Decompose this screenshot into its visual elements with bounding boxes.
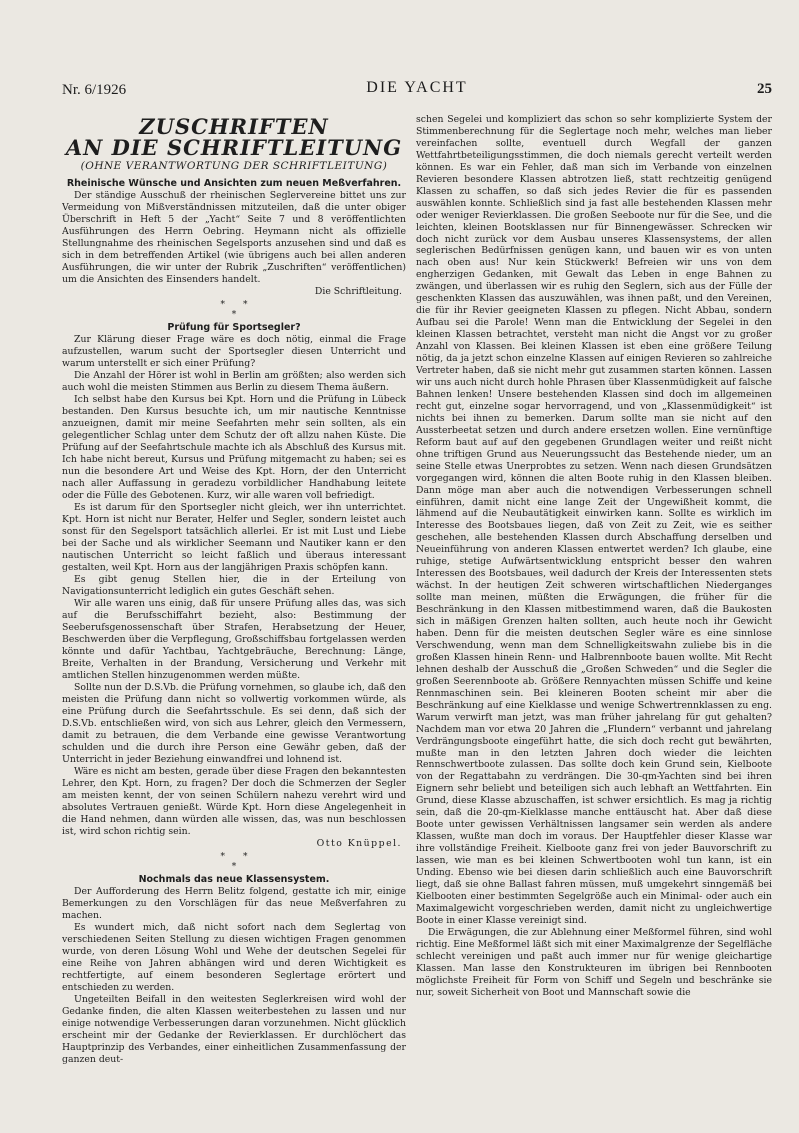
- left-column: [62, 112, 406, 1112]
- paragraph: Es wundert mich, daß nicht sofort nach dem Seglertag von verschiedenen Seiten Stellung zu diesen wichtigen Fragen genommen wurde, von deren Lösung Wohl und Wehe der deutschen Segelei für eine Reihe von Jahren abhängen wird und deren Wichtigkeit es rechtfertigte, auf einem besonderen Seglertage erörtert und entschieden zu werden.: [62, 922, 406, 993]
- paragraph: Wir alle waren uns einig, daß für unsere Prüfung alles das, was sich auf die Berufsschiffahrt bezieht, also: Bestimmung der Seeberufsgenossenschaft über Strafen, Herabsetzung der Heuer, Beschwerden über die Verpflegung, Großschiffsbau fortgelassen werden könnte und dafür Yachtbau, Yachtgebräuche, Berechnung: Länge, Breite, Verhalten in der Brandung, Versicherung und Verkehr mit amtlichen Stellen hinzugenommen werden müßte.: [62, 598, 406, 681]
- signature-knueppel: Otto Knüppel.: [316, 838, 402, 849]
- heading-subtitle: (OHNE VERANTWORTUNG DER SCHRIFTLEITUNG): [80, 160, 388, 172]
- signature-schriftleitung: Die Schriftleitung.: [314, 286, 402, 297]
- paragraph: Zur Klärung dieser Frage wäre es doch nötig, einmal die Frage aufzustellen, warum sucht der Sportsegler diesen Unterricht und warum unterstellt er sich einer Prüfung?: [62, 334, 406, 369]
- paragraph: Es gibt genug Stellen hier, die in der Erteilung von Navigationsunterricht lediglich ein gutes Geschäft sehen.: [62, 574, 406, 597]
- separator-stars: * * *: [220, 852, 248, 872]
- paragraph: Der ständige Ausschuß der rheinischen Seglervereine bittet uns zur Vermeidung von Mißverständnissen mitzuteilen, daß die unter obiger Überschrift in Heft 5 der „Yacht“ Seite 7 und 8 veröffentlichten Ausführungen des Herrn Oebring. Heymann nicht als offizielle Stellungnahme des rheinischen Segelsports anzusehen sind und daß es sich in dem betreffenden Artikel (wie übrigens auch bei allen anderen Ausführungen, die wir unter der Rubrik „Zuschriften“ veröffentlichen) um die Ansichten des Einsenders handelt.: [62, 190, 406, 285]
- paragraph: Wäre es nicht am besten, gerade über diese Fragen den bekanntesten Lehrer, den Kpt. Horn, zu fragen? Der doch die Schmerzen der Segler am meisten kennt, der von seinen Schülern nahezu verehrt wird und absolutes Vertrauen genießt. Würde Kpt. Horn diese Angelegenheit in die Hand nehmen, dann würden alle wissen, das, was nun beschlossen ist, wird schon richtig sein.: [62, 766, 406, 837]
- section-title-rheinische: Rheinische Wünsche und Ansichten zum neuen Meßverfahren.: [66, 178, 402, 189]
- section-title-klassensystem: Nochmals das neue Klassensystem.: [138, 874, 330, 885]
- section-title-pruefung: Prüfung für Sportsegler?: [167, 322, 301, 333]
- paragraph: Der Aufforderung des Herrn Belitz folgend, gestatte ich mir, einige Bemerkungen zu den Vorschlägen für das neue Meßverfahren zu machen.: [62, 886, 406, 921]
- separator-stars: * * *: [220, 300, 248, 320]
- page-number: 25: [757, 81, 772, 97]
- paragraph: Die Anzahl der Hörer ist wohl in Berlin am größten; also werden sich auch wohl die meisten Stimmen aus Berlin zu diesem Thema äußern.: [62, 370, 406, 393]
- magazine-title: DIE YACHT: [366, 79, 468, 96]
- paragraph: Ungeteilten Beifall in den weitesten Seglerkreisen wird wohl der Gedanke finden, die alten Klassen weiterbestehen zu lassen und nur einige notwendige Verbesserungen daran vorzunehmen. Nicht glücklich erscheint mir der Gedanke der Revierklassen. Er durchlöchert das Hauptprinzip des Verbandes, einer einheitlichen Zusammenfassung der ganzen deut-: [62, 994, 406, 1065]
- paragraph: Die Erwägungen, die zur Ablehnung einer Meßformel führen, sind wohl richtig. Eine Meßformel läßt sich mit einer Maximalgrenze der Segelfläche schlecht vereinigen und paßt auch immer nur für wenige gleichartige Klassen. Man lasse den Konstrukteuren im übrigen bei Rennbooten möglichste Freiheit für Form von Schiff und Segeln und beschränke sie nur, soweit Sicherheit von Boot und Mannschaft sowie die: [416, 926, 772, 998]
- paragraph: Ich selbst habe den Kursus bei Kpt. Horn und die Prüfung in Lübeck bestanden. Den Kursus besuchte ich, um mir nautische Kenntnisse anzueignen, damit mir meine Seefahrten mehr sein sollten, als ein gelegentlicher Schlag unter dem Schutz der oft allzu nahen Küste. Die Prüfung auf der Seefahrtschule machte ich als Abschluß des Kursus mit. Ich habe nicht bereut, Kursus und Prüfung mitgemacht zu haben; sei es nun die besondere Art und Weise des Kpt. Horn, der den Unterricht nach aller Auffassung in geradezu vorbildlicher Handhabung leitete oder die Fülle des Gebotenen. Kurz, wir alle waren voll befriedigt.: [62, 394, 406, 501]
- heading-line-1: ZUSCHRIFTEN: [139, 114, 329, 139]
- right-column: [416, 114, 772, 1114]
- page-header: [62, 76, 772, 100]
- heading-line-2: AN DIE SCHRIFTLEITUNG: [65, 135, 403, 160]
- paragraph: schen Segelei und kompliziert das schon so sehr komplizierte System der Stimmenberechnung für die Seglertage noch mehr, welches man lieber vereinfachen sollte, eventuell durch Wegfall der ganzen Wettfahrtbeteiligungsstimmen, die doch niemals gerecht verteilt werden können. Es war ein Fehler, daß man sich im Verbande von einzelnen Revieren besondere Klassen abtrotzen ließ, statt rechtzeitig genügend Klassen zu schaffen, so daß sich jedes Revier die für es passenden auswählen konnte. Schließlich sind ja fast alle bestehenden Klassen mehr oder weniger Revierklassen. Die großen Seeboote nur für die See, und die leichten, kleinen Bootsklassen nur für Binnengewässer. Schrecken wir doch nicht zurück vor dem Ausbau unseres Klassensystems, der allen seglerischen Bedürfnissen genügen kann, und bauen wir es von unten nach oben aus! Nur kein Stückwerk! Befreien wir uns von dem engherzigen Gedanken, mit Gewalt das Leben in enge Bahnen zu zwängen, und überlassen wir es ruhig den Seglern, sich aus der Fülle der geschenkten Klassen das auszuwählen, was ihnen paßt, und den Vereinen, die für ihr Revier geeigneten Klassen zu pflegen. Nicht Abbau, sondern Aufbau sei die Parole! Wenn man die Entwicklung der Segelei in den kleinen Klassen betrachtet, versteht man nicht die Angst vor zu großer Anzahl von Klassen. Bei kleinen Klassen ist eben eine größere Teilung nötig, da ja jetzt schon einzelne Klassen auf einigen Revieren so zahlreiche Vertreter haben, daß sie nicht mehr gut zusammen starten können. Lassen wir uns auch nicht durch hohle Phrasen über Klassenmüdigkeit auf falsche Bahnen lenken! Unsere bestehenden Klassen sind doch im allgemeinen recht gut, einzelne sogar hervorragend, und von „Klassenmüdigkeit“ ist nichts bei ihnen zu bemerken. Darum sollte man sie nicht auf den Aussterbeetat setzen und durch andere ersetzen wollen. Eine vernünftige Reform baut auf auf den gegebenen Grundlagen weiter und reißt nicht ohne triftigen Grund aus Neuerungssucht das Bestehende nieder, um an seine Stelle etwas Unerprobtes zu setzen. Wenn nach diesen Grundsätzen vorgegangen wird, können die alten Boote ruhig in den Klassen bleiben. Dann möge man aber auch die notwendigen Verbesserungen schnell einführen, damit nicht eine lange Zeit der Ungewißheit kommt, die lähmend auf die Neubautätigkeit einwirken kann. Sollte es wirklich im Interesse des Bootsbaues liegen, daß von Zeit zu Zeit, wie es seither geschehen, alle bestehenden Klassen durch Abschaffung derselben und Neueinführung von anderen Klassen entwertet werden? Ich glaube, eine ruhige, stetige Aufwärtsentwicklung entspricht besser den wahren Interessen des Bootsbaues, weil dadurch der Kreis der Interessenten stets wächst. In der heutigen Zeit schweren wirtschaftlichen Niederganges sollte man meinen, müßten die Erwägungen, die früher für die Beschränkung in den Klassen mitbestimmend waren, daß die Baukosten sich in mäßigen Grenzen halten sollten, auch heute noch ihr Gewicht haben. Denn für die meisten deutschen Segler wäre es eine sinnlose Verschwendung, wenn man dem Schnelligkeitswahn zuliebe bis in die großen Klassen hinein Renn- und Halbrennboote bauen wollte. Mit Recht lehnen deshalb der Ausschuß die „Großen Schweden“ und die Segler die großen Seerennboote ab. Größere Rennyachten müssen Schiffe und keine Rennmaschinen sein. Bei kleineren Booten scheint mir aber die Beschränkung auf eine Kielklasse und wenige Schwertrennklassen zu eng. Warum verwirft man jetzt, was man früher jahrelang für gut gehalten? Nachdem man vor etwa 20 Jahren die „Flundern“ verbannt und jahrelang Verdrängungsboote eingeführt hatte, die sich doch recht gut bewährten, mußte man in den letzten Jahren doch wieder die leichten Rennschwertboote zulassen. Das sollte doch kein Grund sein, Kielboote von der Regattabahn zu verdrängen. Die 30-qm-Yachten sind bei ihren Eignern sehr beliebt und beteiligen sich auch lebhaft an Wettfahrten. Ein Grund, diese Klasse abzuschaffen, ist schwer ersichtlich. Es mag ja richtig sein, daß die 20-qm-Kielklasse manche enttäuscht hat. Aber daß diese Boote unter gewissen Verhältnissen langsamer sein werden als andere Klassen, wußte man doch im voraus. Der Hauptfehler dieser Klasse war ihre vollständige Freiheit. Kielboote ganz frei von jeder Bauvorschrift zu lassen, wie man es bei kleinen Schwertbooten wohl tun kann, ist ein Unding. Ebenso wie bei diesen darin schließlich auch eine Bauvorschrift liegt, daß sie ohne Ballast fahren müssen, muß umgekehrt sinngemäß bei Kielbooten einer bestimmten Segelgröße auch ein Minimal- oder auch ein Maximalgewicht vorgeschrieben werden, damit nicht zu ungleichwertige Boote in einer Klasse vereinigt sind.: [416, 114, 772, 926]
- issue-number: Nr. 6/1926: [62, 82, 127, 98]
- paragraph: Sollte nun der D.S.Vb. die Prüfung vornehmen, so glaube ich, daß den meisten die Prüfung dann nicht so vollwertig vorkommen würde, als eine Prüfung durch die Seefahrtsschule. Es sei denn, daß sich der D.S.Vb. entschließen wird, von sich aus Lehrer, gleich den Vermessern, damit zu betrauen, die dem Verbande eine gewisse Verantwortung schulden und die durch ihre Person eine Gewähr geben, daß der Unterricht in jeder Beziehung einwandfrei und lohnend ist.: [62, 682, 406, 765]
- paragraph: Es ist darum für den Sportsegler nicht gleich, wer ihn unterrichtet. Kpt. Horn ist nicht nur Berater, Helfer und Segler, sondern leistet auch sonst für den Segelsport tatsächlich allerlei. Er ist mit Lust und Liebe bei der Sache und als wirklicher Seemann und Nautiker kann er den nautischen Unterricht so leicht faßlich und überaus interessant gestalten, weil Kpt. Horn aus der langjährigen Praxis schöpfen kann.: [62, 502, 406, 573]
